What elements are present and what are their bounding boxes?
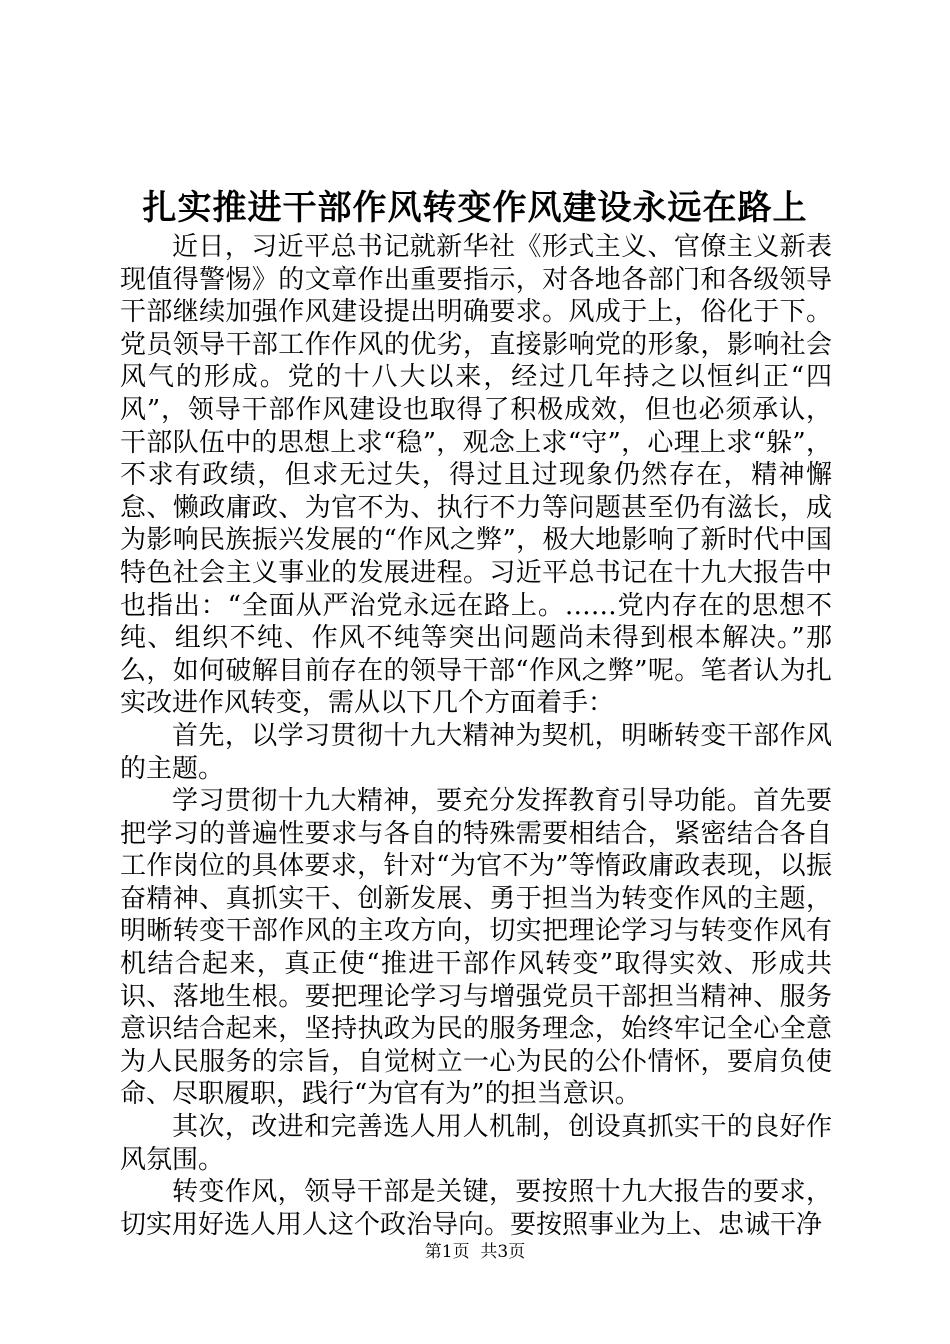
document-title: 扎实推进干部作风转变作风建设永远在路上 bbox=[142, 188, 808, 228]
page-total: 共3页 bbox=[480, 1242, 526, 1262]
paragraph-first-detail: 学习贯彻十九大精神，要充分发挥教育引导功能。首先要把学习的普遍性要求与各自的特殊需要相结合，紧密结合各自工作岗位的具体要求，针对“为官不为”等惰政庸政表现，以振奋精神、真抓实干、创新发展、勇于担当为转变作风的主题，明晰转变干部作风的主攻方向，切实把理论学习与转变作风有机结合起来，真正使“推进干部作风转变”取得实效、形成共识、落地生根。要把理论学习与增强党员干部担当精神、服务意识结合起来，坚持执政为民的服务理念，始终牢记全心全意为人民服务的宗旨，自觉树立一心为民的公仆情怀，要肩负使命、尽职履职，践行“为官有为”的担当意识。 bbox=[120, 786, 832, 1110]
page-footer bbox=[0, 1241, 950, 1263]
paragraph-second-point: 其次，改进和完善选人用人机制，创设真抓实干的良好作风氛围。 bbox=[120, 1112, 832, 1175]
page-number: 第1页 bbox=[424, 1242, 470, 1262]
paragraph-first-point: 首先，以学习贯彻十九大精神为契机，明晰转变干部作风的主题。 bbox=[120, 720, 832, 784]
paragraph-intro: 近日，习近平总书记就新华社《形式主义、官僚主义新表现值得警惕》的文章作出重要指示，对各地各部门和各级领导干部继续加强作风建设提出明确要求。风成于上，俗化于下。党员领导干部工作作风的优劣，直接影响党的形象，影响社会风气的形成。党的十八大以来，经过几年持之以恒纠正“四风”，领导干部作风建设也取得了积极成效，但也必须承认，干部队伍中的思想上求“稳”，观念上求“守”，心理上求“躲”，不求有政绩，但求无过失，得过且过现象仍然存在，精神懈怠、懒政庸政、为官不为、执行不力等问题甚至仍有滋长，成为影响民族振兴发展的“作风之弊”，极大地影响了新时代中国特色社会主义事业的发展进程。习近平总书记在十九大报告中也指出：“全面从严治党永远在路上。……党内存在的思想不纯、组织不纯、作风不纯等突出问题尚未得到根本解决。”那么，如何破解目前存在的领导干部“作风之弊”呢。笔者认为扎实改进作风转变，需从以下几个方面着手： bbox=[120, 232, 832, 719]
document-body bbox=[120, 231, 832, 1241]
paragraph-second-detail: 转变作风，领导干部是关键，要按照十九大报告的要求，切实用好选人用人这个政治导向。要按照事业为上、忠诚干净 bbox=[120, 1177, 832, 1240]
